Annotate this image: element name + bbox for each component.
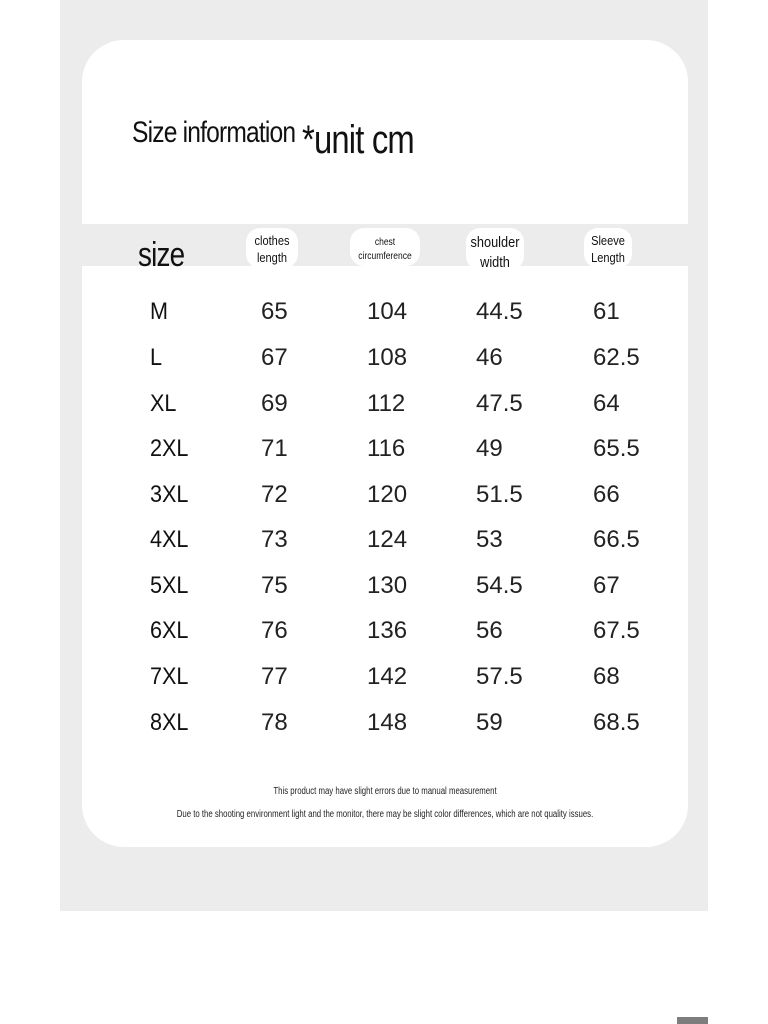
sleeve-cell: 61 bbox=[593, 298, 620, 325]
clothes-length-cell: 69 bbox=[261, 390, 288, 417]
size-cell: M bbox=[150, 298, 168, 325]
chest-cell: 130 bbox=[367, 572, 408, 599]
header-shoulder-width: shoulder width bbox=[470, 234, 520, 271]
size-cell: 4XL bbox=[150, 526, 189, 553]
header-size: size bbox=[138, 236, 185, 274]
size-cell: 2XL bbox=[150, 435, 189, 462]
chest-cell: 136 bbox=[367, 617, 408, 644]
sleeve-cell: 67.5 bbox=[593, 617, 640, 644]
clothes-length-cell: 72 bbox=[261, 481, 288, 508]
chest-cell: 142 bbox=[367, 663, 408, 690]
size-cell: 8XL bbox=[150, 709, 189, 736]
shoulder-cell: 57.5 bbox=[476, 663, 523, 690]
shoulder-cell: 46 bbox=[476, 344, 503, 371]
table-row bbox=[0, 663, 768, 693]
size-cell: 6XL bbox=[150, 617, 189, 644]
chest-cell: 148 bbox=[367, 709, 408, 736]
clothes-length-cell: 73 bbox=[261, 526, 288, 553]
shoulder-cell: 49 bbox=[476, 435, 503, 462]
shoulder-cell: 56 bbox=[476, 617, 503, 644]
size-cell: 3XL bbox=[150, 481, 189, 508]
sleeve-cell: 62.5 bbox=[593, 344, 640, 371]
chest-cell: 112 bbox=[367, 390, 406, 417]
chest-cell: 120 bbox=[367, 481, 408, 508]
sleeve-cell: 68.5 bbox=[593, 709, 640, 736]
sleeve-cell: 67 bbox=[593, 572, 620, 599]
shoulder-cell: 44.5 bbox=[476, 298, 523, 325]
table-row bbox=[0, 298, 768, 328]
sleeve-cell: 66 bbox=[593, 481, 620, 508]
table-row bbox=[0, 344, 768, 374]
header-chest-circumference: chest circumference bbox=[358, 237, 412, 262]
table-row bbox=[0, 390, 768, 420]
unit-label: *unit cm bbox=[302, 118, 414, 162]
chest-cell: 108 bbox=[367, 344, 408, 371]
page-title: Size information bbox=[132, 116, 296, 149]
clothes-length-cell: 71 bbox=[261, 435, 288, 462]
color-disclaimer-note: Due to the shooting environment light and the monitor, there may be slight color differences, which are not quality issues. bbox=[176, 809, 594, 820]
size-cell: XL bbox=[150, 390, 177, 417]
measurement-note: This product may have slight errors due to manual measurement bbox=[273, 786, 497, 797]
table-row bbox=[0, 617, 768, 647]
sleeve-cell: 64 bbox=[593, 390, 620, 417]
chest-cell: 116 bbox=[367, 435, 406, 462]
shoulder-cell: 59 bbox=[476, 709, 503, 736]
table-row bbox=[0, 709, 768, 739]
size-cell: 7XL bbox=[150, 663, 189, 690]
header-clothes-length: clothes length bbox=[254, 233, 290, 265]
table-row bbox=[0, 481, 768, 511]
table-row bbox=[0, 526, 768, 556]
sleeve-cell: 68 bbox=[593, 663, 620, 690]
shoulder-cell: 47.5 bbox=[476, 390, 523, 417]
header-sleeve-length: Sleeve Length bbox=[591, 233, 625, 265]
table-row bbox=[0, 572, 768, 602]
clothes-length-cell: 75 bbox=[261, 572, 288, 599]
clothes-length-cell: 76 bbox=[261, 617, 288, 644]
chest-cell: 124 bbox=[367, 526, 408, 553]
clothes-length-cell: 78 bbox=[261, 709, 288, 736]
size-cell: L bbox=[150, 344, 163, 371]
clothes-length-cell: 65 bbox=[261, 298, 288, 325]
sleeve-cell: 65.5 bbox=[593, 435, 640, 462]
shoulder-cell: 54.5 bbox=[476, 572, 523, 599]
clothes-length-cell: 77 bbox=[261, 663, 288, 690]
corner-tab bbox=[677, 1017, 708, 1024]
shoulder-cell: 51.5 bbox=[476, 481, 523, 508]
clothes-length-cell: 67 bbox=[261, 344, 288, 371]
table-row bbox=[0, 435, 768, 465]
shoulder-cell: 53 bbox=[476, 526, 503, 553]
chest-cell: 104 bbox=[367, 298, 408, 325]
sleeve-cell: 66.5 bbox=[593, 526, 640, 553]
size-cell: 5XL bbox=[150, 572, 189, 599]
